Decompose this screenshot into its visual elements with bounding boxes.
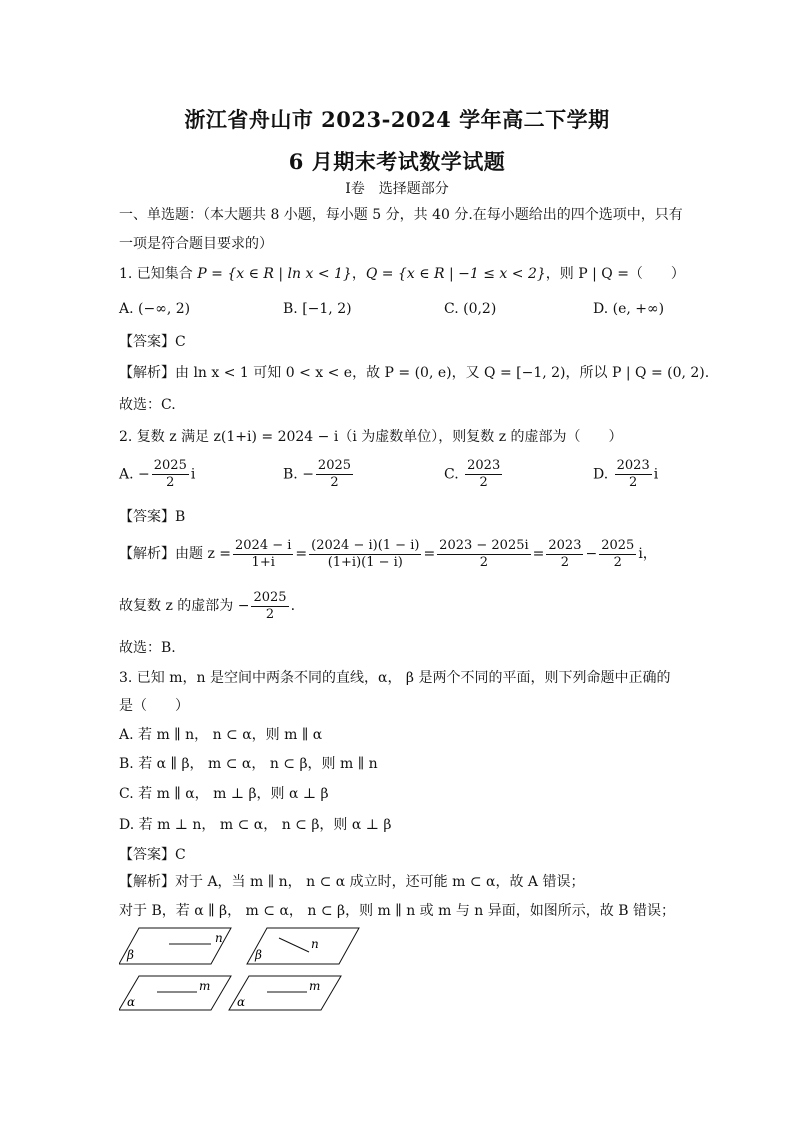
q1-set-p: P = {x ∈ R | ln x < 1} — [197, 266, 352, 282]
q1-option-c: C. (0,2) — [444, 301, 497, 317]
plane-beta-right — [247, 928, 359, 964]
q3-option-c: C. 若 m ∥ α， m ⊥ β，则 α ⊥ β — [119, 786, 329, 802]
instructions-line-1: 一、单选题：（本大题共 8 小题，每小题 5 分，共 40 分.在每小题给出的四个选项中，只有 — [119, 207, 683, 223]
label-m-left: m — [199, 979, 211, 993]
q3-option-a: A. 若 m ∥ n， n ⊂ α，则 m ∥ α — [119, 727, 323, 743]
q2-conclusion: 故选：B. — [119, 640, 176, 656]
section-heading: Ⅰ卷 选择题部分 — [345, 181, 449, 197]
label-n-right: n — [311, 937, 319, 951]
q3-stem-line-2: 是（ ） — [119, 698, 189, 714]
q1-conclusion: 故选：C. — [119, 397, 176, 413]
q2-imag-part: 故复数 z 的虚部为 − $\frac{2025}{2}$ . — [119, 589, 296, 622]
q2-answer: 【答案】B — [119, 509, 186, 525]
label-beta-left: β — [127, 948, 134, 962]
plane-beta-left — [119, 928, 231, 964]
q2-analysis: 【解析】由题 z = $\frac{2024 - i}{1+i}$ = $\frac{(2024 - i)(1 - i)}{(1+i)(1 - i)}$ = $\frac{2023 - 2025i}{2}$ = $\frac{2023}{2}$ − $\frac{2025}{2}$ i， — [119, 537, 657, 570]
plane-alpha-left — [119, 976, 231, 1010]
q2-option-c: C. $\frac{2023}{2}$ — [444, 458, 501, 490]
page-title: 浙江省舟山市 2023-2024 学年高二下学期 — [184, 107, 610, 132]
q2-option-b: B. − $\frac{2025}{2}$ — [283, 458, 352, 490]
q3-stem-line-1: 3. 已知 m，n 是空间中两条不同的直线，α， β 是两个不同的平面，则下列命题中正确的 — [119, 670, 671, 686]
q1-option-d: D. (e, +∞) — [593, 301, 665, 317]
q1-set-q: Q = {x ∈ R | −1 ≤ x < 2} — [365, 266, 546, 282]
label-alpha-right: α — [237, 995, 246, 1009]
plane-alpha-right — [229, 976, 341, 1010]
q1-analysis: 【解析】由 ln x < 1 可知 0 < x < e，故 P = (0, e)，又 Q = [−1, 2)，所以 P | Q = (0, 2). — [119, 365, 710, 381]
q3-answer: 【答案】C — [119, 847, 186, 863]
q1-option-a: A. (−∞, 2) — [119, 301, 191, 317]
q2-stem: 2. 复数 z 满足 z(1+i) = 2024 − i（i 为虚数单位），则复数 z 的虚部为（ ） — [119, 429, 623, 445]
page-subtitle: 6 月期末考试数学试题 — [288, 149, 506, 174]
q3-option-b: B. 若 α ∥ β， m ⊂ α， n ⊂ β，则 m ∥ n — [119, 756, 378, 772]
q1-stem-prefix: 1. 已知集合 — [119, 266, 198, 282]
planes-figure — [119, 926, 379, 1016]
label-beta-right: β — [255, 948, 262, 962]
label-alpha-left: α — [127, 995, 136, 1009]
q1-answer: 【答案】C — [119, 334, 186, 350]
q1-stem: 1. 已知集合 P = {x ∈ R | ln x < 1}，Q = {x ∈ R | −1 ≤ x < 2}，则 P | Q =（ ） — [119, 266, 685, 282]
q2-option-d: D. $\frac{2023}{2}$ i — [593, 458, 659, 490]
q3-analysis-line-1: 【解析】对于 A，当 m ∥ n， n ⊂ α 成立时，还可能 m ⊂ α，故 A 错误； — [119, 874, 585, 890]
q1-stem-suffix: ，则 P | Q =（ ） — [545, 266, 685, 282]
q1-option-b: B. [−1, 2) — [283, 301, 352, 317]
q2-option-a: A. − $\frac{2025}{2}$ i — [119, 458, 196, 490]
q3-option-d: D. 若 m ⊥ n， m ⊂ α， n ⊂ β，则 α ⊥ β — [119, 817, 392, 833]
instructions-line-2: 一项是符合题目要求的） — [119, 236, 273, 252]
q3-analysis-line-2: 对于 B，若 α ∥ β， m ⊂ α， n ⊂ β，则 m ∥ n 或 m 与 n 异面，如图所示，故 B 错误； — [119, 903, 675, 919]
label-m-right: m — [309, 979, 321, 993]
label-n-left: n — [215, 931, 223, 945]
